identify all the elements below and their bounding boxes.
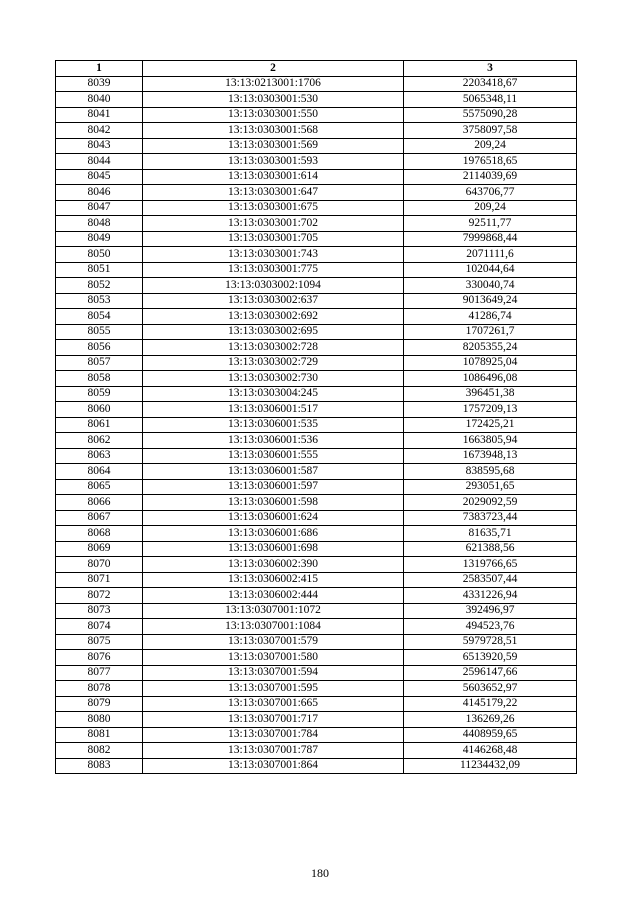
row-number-cell: 8056 bbox=[56, 340, 143, 356]
row-number-cell: 8072 bbox=[56, 588, 143, 604]
cadastral-number-cell: 13:13:0307001:1084 bbox=[143, 619, 404, 635]
table-row bbox=[56, 262, 577, 278]
value-cell: 2583507,44 bbox=[404, 572, 577, 588]
cadastral-number-cell: 13:13:0306001:598 bbox=[143, 495, 404, 511]
table-row bbox=[56, 572, 577, 588]
row-number-cell: 8061 bbox=[56, 417, 143, 433]
table-row bbox=[56, 402, 577, 418]
table-row bbox=[56, 510, 577, 526]
value-cell: 9013649,24 bbox=[404, 293, 577, 309]
value-cell: 293051,65 bbox=[404, 479, 577, 495]
value-cell: 8205355,24 bbox=[404, 340, 577, 356]
cadastral-number-cell: 13:13:0307001:717 bbox=[143, 712, 404, 728]
cadastral-number-cell: 13:13:0303002:728 bbox=[143, 340, 404, 356]
row-number-cell: 8053 bbox=[56, 293, 143, 309]
value-cell: 2596147,66 bbox=[404, 665, 577, 681]
row-number-cell: 8069 bbox=[56, 541, 143, 557]
table-row bbox=[56, 200, 577, 216]
cadastral-number-cell: 13:13:0306002:390 bbox=[143, 557, 404, 573]
value-cell: 6513920,59 bbox=[404, 650, 577, 666]
row-number-cell: 8057 bbox=[56, 355, 143, 371]
table-row bbox=[56, 123, 577, 139]
cadastral-number-cell: 13:13:0303001:593 bbox=[143, 154, 404, 170]
cadastral-number-cell: 13:13:0306001:587 bbox=[143, 464, 404, 480]
cadastral-number-cell: 13:13:0303001:675 bbox=[143, 200, 404, 216]
row-number-cell: 8064 bbox=[56, 464, 143, 480]
table-row bbox=[56, 603, 577, 619]
value-cell: 1086496,08 bbox=[404, 371, 577, 387]
row-number-cell: 8063 bbox=[56, 448, 143, 464]
value-cell: 4145179,22 bbox=[404, 696, 577, 712]
table-row bbox=[56, 619, 577, 635]
value-cell: 2203418,67 bbox=[404, 76, 577, 92]
table-row bbox=[56, 758, 577, 774]
value-cell: 838595,68 bbox=[404, 464, 577, 480]
row-number-cell: 8051 bbox=[56, 262, 143, 278]
cadastral-number-cell: 13:13:0303001:775 bbox=[143, 262, 404, 278]
value-cell: 1078925,04 bbox=[404, 355, 577, 371]
cadastral-number-cell: 13:13:0307001:580 bbox=[143, 650, 404, 666]
cadastral-number-cell: 13:13:0303004:245 bbox=[143, 386, 404, 402]
row-number-cell: 8039 bbox=[56, 76, 143, 92]
row-number-cell: 8068 bbox=[56, 526, 143, 542]
table-row bbox=[56, 541, 577, 557]
value-cell: 643706,77 bbox=[404, 185, 577, 201]
data-table bbox=[55, 60, 577, 774]
value-cell: 11234432,09 bbox=[404, 758, 577, 774]
table-row bbox=[56, 650, 577, 666]
row-number-cell: 8074 bbox=[56, 619, 143, 635]
value-cell: 330040,74 bbox=[404, 278, 577, 294]
table-row bbox=[56, 355, 577, 371]
table-row bbox=[56, 526, 577, 542]
cadastral-number-cell: 13:13:0303001:550 bbox=[143, 107, 404, 123]
table-row bbox=[56, 169, 577, 185]
value-cell: 2114039,69 bbox=[404, 169, 577, 185]
cadastral-number-cell: 13:13:0303001:614 bbox=[143, 169, 404, 185]
cadastral-number-cell: 13:13:0303002:729 bbox=[143, 355, 404, 371]
table-row bbox=[56, 247, 577, 263]
table-row bbox=[56, 185, 577, 201]
value-cell: 5575090,28 bbox=[404, 107, 577, 123]
cadastral-number-cell: 13:13:0303001:568 bbox=[143, 123, 404, 139]
column-header-2: 2 bbox=[143, 61, 404, 77]
row-number-cell: 8073 bbox=[56, 603, 143, 619]
table-row bbox=[56, 696, 577, 712]
cadastral-number-cell: 13:13:0303002:695 bbox=[143, 324, 404, 340]
value-cell: 1707261,7 bbox=[404, 324, 577, 340]
table-row bbox=[56, 138, 577, 154]
value-cell: 209,24 bbox=[404, 200, 577, 216]
row-number-cell: 8055 bbox=[56, 324, 143, 340]
row-number-cell: 8066 bbox=[56, 495, 143, 511]
value-cell: 1673948,13 bbox=[404, 448, 577, 464]
row-number-cell: 8077 bbox=[56, 665, 143, 681]
value-cell: 92511,77 bbox=[404, 216, 577, 232]
cadastral-number-cell: 13:13:0303002:1094 bbox=[143, 278, 404, 294]
value-cell: 4408959,65 bbox=[404, 727, 577, 743]
row-number-cell: 8082 bbox=[56, 743, 143, 759]
row-number-cell: 8080 bbox=[56, 712, 143, 728]
cadastral-number-cell: 13:13:0306001:624 bbox=[143, 510, 404, 526]
value-cell: 1319766,65 bbox=[404, 557, 577, 573]
row-number-cell: 8044 bbox=[56, 154, 143, 170]
row-number-cell: 8041 bbox=[56, 107, 143, 123]
value-cell: 1976518,65 bbox=[404, 154, 577, 170]
table-row bbox=[56, 92, 577, 108]
table-row bbox=[56, 495, 577, 511]
table-row bbox=[56, 665, 577, 681]
value-cell: 209,24 bbox=[404, 138, 577, 154]
row-number-cell: 8054 bbox=[56, 309, 143, 325]
cadastral-number-cell: 13:13:0307001:784 bbox=[143, 727, 404, 743]
row-number-cell: 8070 bbox=[56, 557, 143, 573]
cadastral-number-cell: 13:13:0303002:637 bbox=[143, 293, 404, 309]
row-number-cell: 8081 bbox=[56, 727, 143, 743]
value-cell: 396451,38 bbox=[404, 386, 577, 402]
row-number-cell: 8043 bbox=[56, 138, 143, 154]
row-number-cell: 8040 bbox=[56, 92, 143, 108]
cadastral-number-cell: 13:13:0306001:698 bbox=[143, 541, 404, 557]
cadastral-number-cell: 13:13:0303002:730 bbox=[143, 371, 404, 387]
table-row bbox=[56, 743, 577, 759]
cadastral-number-cell: 13:13:0307001:787 bbox=[143, 743, 404, 759]
cadastral-number-cell: 13:13:0307001:864 bbox=[143, 758, 404, 774]
table-row bbox=[56, 417, 577, 433]
table-row bbox=[56, 386, 577, 402]
cadastral-number-cell: 13:13:0307001:1072 bbox=[143, 603, 404, 619]
row-number-cell: 8071 bbox=[56, 572, 143, 588]
value-cell: 3758097,58 bbox=[404, 123, 577, 139]
row-number-cell: 8050 bbox=[56, 247, 143, 263]
table-header bbox=[56, 61, 577, 77]
row-number-cell: 8067 bbox=[56, 510, 143, 526]
value-cell: 4331226,94 bbox=[404, 588, 577, 604]
cadastral-number-cell: 13:13:0303002:692 bbox=[143, 309, 404, 325]
value-cell: 102044,64 bbox=[404, 262, 577, 278]
table-body bbox=[56, 76, 577, 774]
row-number-cell: 8045 bbox=[56, 169, 143, 185]
row-number-cell: 8078 bbox=[56, 681, 143, 697]
table-row bbox=[56, 433, 577, 449]
value-cell: 5979728,51 bbox=[404, 634, 577, 650]
row-number-cell: 8058 bbox=[56, 371, 143, 387]
value-cell: 2029092,59 bbox=[404, 495, 577, 511]
value-cell: 7999868,44 bbox=[404, 231, 577, 247]
table-row bbox=[56, 216, 577, 232]
table-row bbox=[56, 340, 577, 356]
table-row bbox=[56, 557, 577, 573]
cadastral-number-cell: 13:13:0307001:579 bbox=[143, 634, 404, 650]
cadastral-number-cell: 13:13:0306001:536 bbox=[143, 433, 404, 449]
value-cell: 494523,76 bbox=[404, 619, 577, 635]
row-number-cell: 8075 bbox=[56, 634, 143, 650]
row-number-cell: 8065 bbox=[56, 479, 143, 495]
cadastral-number-cell: 13:13:0306001:555 bbox=[143, 448, 404, 464]
table-row bbox=[56, 588, 577, 604]
table-row bbox=[56, 293, 577, 309]
value-cell: 136269,26 bbox=[404, 712, 577, 728]
cadastral-number-cell: 13:13:0306001:517 bbox=[143, 402, 404, 418]
cadastral-number-cell: 13:13:0306001:597 bbox=[143, 479, 404, 495]
value-cell: 1663805,94 bbox=[404, 433, 577, 449]
cadastral-number-cell: 13:13:0303001:647 bbox=[143, 185, 404, 201]
table-row bbox=[56, 712, 577, 728]
column-header-1: 1 bbox=[56, 61, 143, 77]
value-cell: 4146268,48 bbox=[404, 743, 577, 759]
cadastral-number-cell: 13:13:0307001:595 bbox=[143, 681, 404, 697]
row-number-cell: 8083 bbox=[56, 758, 143, 774]
value-cell: 7383723,44 bbox=[404, 510, 577, 526]
cadastral-number-cell: 13:13:0303001:743 bbox=[143, 247, 404, 263]
row-number-cell: 8052 bbox=[56, 278, 143, 294]
value-cell: 392496,97 bbox=[404, 603, 577, 619]
value-cell: 2071111,6 bbox=[404, 247, 577, 263]
value-cell: 41286,74 bbox=[404, 309, 577, 325]
cadastral-number-cell: 13:13:0307001:594 bbox=[143, 665, 404, 681]
table-row bbox=[56, 309, 577, 325]
table-row bbox=[56, 278, 577, 294]
table-row bbox=[56, 634, 577, 650]
row-number-cell: 8047 bbox=[56, 200, 143, 216]
table-row bbox=[56, 107, 577, 123]
cadastral-number-cell: 13:13:0306001:686 bbox=[143, 526, 404, 542]
row-number-cell: 8079 bbox=[56, 696, 143, 712]
cadastral-number-cell: 13:13:0303001:705 bbox=[143, 231, 404, 247]
value-cell: 5603652,97 bbox=[404, 681, 577, 697]
table-row bbox=[56, 371, 577, 387]
row-number-cell: 8042 bbox=[56, 123, 143, 139]
header-row bbox=[56, 61, 577, 77]
value-cell: 5065348,11 bbox=[404, 92, 577, 108]
value-cell: 172425,21 bbox=[404, 417, 577, 433]
value-cell: 1757209,13 bbox=[404, 402, 577, 418]
cadastral-number-cell: 13:13:0303001:702 bbox=[143, 216, 404, 232]
cadastral-number-cell: 13:13:0306002:444 bbox=[143, 588, 404, 604]
row-number-cell: 8048 bbox=[56, 216, 143, 232]
cadastral-number-cell: 13:13:0307001:665 bbox=[143, 696, 404, 712]
row-number-cell: 8046 bbox=[56, 185, 143, 201]
cadastral-number-cell: 13:13:0303001:569 bbox=[143, 138, 404, 154]
cadastral-number-cell: 13:13:0306002:415 bbox=[143, 572, 404, 588]
row-number-cell: 8076 bbox=[56, 650, 143, 666]
row-number-cell: 8060 bbox=[56, 402, 143, 418]
cadastral-number-cell: 13:13:0303001:530 bbox=[143, 92, 404, 108]
table-row bbox=[56, 448, 577, 464]
cadastral-number-cell: 13:13:0213001:1706 bbox=[143, 76, 404, 92]
table-row bbox=[56, 154, 577, 170]
row-number-cell: 8059 bbox=[56, 386, 143, 402]
table-row bbox=[56, 727, 577, 743]
column-header-3: 3 bbox=[404, 61, 577, 77]
row-number-cell: 8062 bbox=[56, 433, 143, 449]
row-number-cell: 8049 bbox=[56, 231, 143, 247]
value-cell: 621388,56 bbox=[404, 541, 577, 557]
value-cell: 81635,71 bbox=[404, 526, 577, 542]
table-row bbox=[56, 681, 577, 697]
table-row bbox=[56, 464, 577, 480]
table-row bbox=[56, 479, 577, 495]
page-number: 180 bbox=[311, 866, 329, 880]
cadastral-number-cell: 13:13:0306001:535 bbox=[143, 417, 404, 433]
table-row bbox=[56, 231, 577, 247]
table-row bbox=[56, 76, 577, 92]
table-row bbox=[56, 324, 577, 340]
